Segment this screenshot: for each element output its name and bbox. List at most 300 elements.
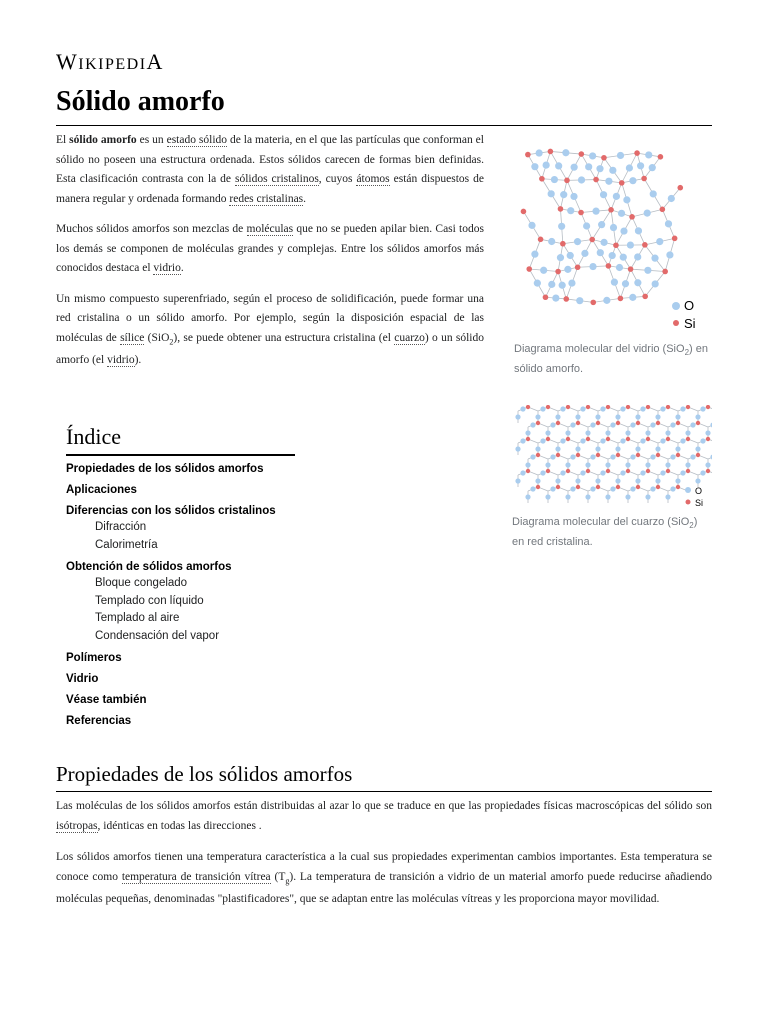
oxygen-atom [590,454,595,459]
oxygen-atom [580,406,585,411]
legend-oxygen-label: O [695,486,703,496]
link-estado-solido[interactable]: estado sólido [166,134,228,146]
oxygen-atom [615,414,620,419]
silicon-atom [626,405,630,409]
section-body [56,797,712,922]
oxygen-atom [640,406,645,411]
oxygen-atom [585,462,590,467]
oxygen-atom [552,295,559,302]
oxygen-atom [567,252,574,259]
oxygen-atom [595,414,600,419]
oxygen-atom [645,462,650,467]
oxygen-atom [655,446,660,451]
oxygen-atom [550,486,555,491]
silicon-atom [666,405,670,409]
oxygen-atom [622,280,629,287]
silicon-atom [656,485,660,489]
silicon-atom [536,485,540,489]
oxygen-atom [635,414,640,419]
oxygen-atom [570,193,577,200]
silicon-atom [706,405,710,409]
oxygen-atom [609,252,616,259]
oxygen-atom [535,478,540,483]
silicon-atom [590,300,596,306]
silicon-atom [543,294,549,300]
oxygen-atom [705,462,710,467]
wordmark-final: A [146,49,164,74]
toc-subitem[interactable]: Calorimetría [95,538,158,551]
silicon-atom [686,405,690,409]
oxygen-atom [705,430,710,435]
oxygen-atom [611,279,618,286]
silicon-atom [629,214,635,220]
oxygen-atom [575,414,580,419]
oxygen-atom [597,249,604,256]
oxygen-atom [660,438,665,443]
oxygen-atom [625,462,630,467]
oxygen-atom [710,454,712,459]
section-paragraph-2: Los sólidos amorfos tienen una temperatura característica a la cual sus propiedades experimentan cambios importantes. Esta temperatura se conoce como temperatura de transición vítrea $(T_g)$. La temperatura de transición a vidrio de un material amorfo puede reducirse añadiendo moléculas pequeñas, denominadas "plastificadores", que se adaptan entre las moléculas vítreas y les proporciona mayor movilidad. [56,851,712,906]
oxygen-atom [548,190,555,197]
toc-item[interactable]: Aplicaciones [66,484,137,496]
amorphous-silica-diagram[interactable] [514,140,706,336]
silicon-atom [662,269,668,275]
oxygen-atom [540,470,545,475]
legend-silicon-dot [673,320,679,326]
wikipedia-wordmark[interactable] [56,49,164,75]
oxygen-atom [550,422,555,427]
oxygen-atom [680,438,685,443]
oxygen-atom [565,462,570,467]
oxygen-atom [564,266,571,273]
oxygen-atom [580,438,585,443]
silicon-atom [636,453,640,457]
oxygen-atom [695,414,700,419]
silicon-atom [526,469,530,473]
oxygen-atom [598,221,605,228]
silicon-atom [672,236,678,242]
oxygen-atom [630,422,635,427]
oxygen-atom [535,414,540,419]
oxygen-atom [515,414,520,419]
figure-caption-quartz: Diagrama molecular del cuarzo (SiO$_2$) en red cristalina. [512,516,698,549]
silicon-atom [579,151,585,157]
silicon-atom [608,207,614,213]
intro-paragraph-2: Muchos sólidos amorfos son mezclas de moléculas que no se pueden apilar bien. Casi todos los demás se componen de moléculas grandes y complejas. Entre los sólidos amorfos más conocidos destaca el vidrio. [56,223,484,274]
oxygen-atom [644,209,651,216]
oxygen-atom [531,251,538,258]
oxygen-atom [620,254,627,261]
oxygen-atom [555,478,560,483]
oxygen-atom [680,470,685,475]
oxygen-atom [585,430,590,435]
silicon-atom [660,207,666,213]
oxygen-atom [675,446,680,451]
oxygen-atom [570,486,575,491]
oxygen-atom [595,478,600,483]
oxygen-atom [629,177,636,184]
oxygen-atom [555,414,560,419]
legend-silicon-label: Si [684,316,696,331]
oxygen-atom [565,494,570,499]
oxygen-atom [530,454,535,459]
oxygen-atom [550,454,555,459]
oxygen-atom [540,267,547,274]
oxygen-atom [515,478,520,483]
oxygen-atom [560,470,565,475]
oxygen-atom [610,422,615,427]
legend-silicon-dot [686,500,691,505]
oxygen-atom [675,478,680,483]
silicon-atom [566,469,570,473]
oxygen-atom [570,422,575,427]
silicon-atom [563,296,569,302]
oxygen-atom [605,178,612,185]
oxygen-atom [565,430,570,435]
oxygen-atom [635,227,642,234]
oxygen-atom [609,167,616,174]
silicon-atom [526,405,530,409]
oxygen-atom [575,446,580,451]
silicon-atom [560,241,566,247]
silicon-atom [636,421,640,425]
oxygen-atom [590,422,595,427]
oxygen-atom [600,438,605,443]
oxygen-atom [690,422,695,427]
oxygen-atom [530,486,535,491]
oxygen-atom [571,164,578,171]
oxygen-atom [545,494,550,499]
silicon-atom [616,453,620,457]
oxygen-atom [652,280,659,287]
oxygen-atom [545,462,550,467]
oxygen-atom [548,281,555,288]
oxygen-atom [558,223,565,230]
silicon-atom [548,149,554,155]
oxygen-atom [644,267,651,274]
oxygen-atom [655,478,660,483]
link-vidrio-2[interactable]: vidrio [107,354,135,367]
oxygen-atom [525,494,530,499]
silicon-atom [521,209,527,215]
figure-crystal-silica [512,405,712,551]
oxygen-atom [560,406,565,411]
oxygen-atom [600,470,605,475]
oxygen-atom [645,430,650,435]
link-temperatura-transicion-vitrea[interactable]: temperatura de transición vítrea [121,870,271,883]
oxygen-atom [557,254,564,261]
silicon-atom [596,421,600,425]
oxygen-atom [567,207,574,214]
silicon-atom [626,437,630,441]
oxygen-atom [600,191,607,198]
oxygen-atom [649,164,656,171]
oxygen-atom [592,208,599,215]
oxygen-atom [665,462,670,467]
oxygen-atom [576,297,583,304]
silicon-atom [606,437,610,441]
oxygen-atom [525,462,530,467]
oxygen-atom [616,264,623,271]
oxygen-atom [536,149,543,156]
silicon-atom [578,210,584,216]
silicon-atom [656,421,660,425]
oxygen-atom [668,195,675,202]
silicon-atom [706,469,710,473]
oxygen-atom [520,406,525,411]
link-silice[interactable]: sílice [120,331,145,344]
oxygen-atom [531,163,538,170]
oxygen-atom [690,454,695,459]
silicon-atom [556,421,560,425]
silicon-atom [677,185,683,191]
legend-silicon-label: Si [695,498,704,508]
silicon-atom [646,437,650,441]
toc-subitem[interactable]: Difracción [95,521,147,533]
link-redes-cristalinas[interactable]: redes cristalinas [229,192,304,205]
oxygen-atom [589,263,596,270]
silicon-atom [646,469,650,473]
silicon-atom [686,437,690,441]
oxygen-atom [574,238,581,245]
silicon-atom [556,485,560,489]
section-divider [56,791,712,792]
toc-list [66,462,306,729]
silicon-atom [589,237,595,243]
wordmark-body: IKIPEDI [78,56,147,73]
oxygen-atom [660,470,665,475]
page-title: Sólido amorfo [56,86,225,117]
oxygen-atom [617,152,624,159]
oxygen-atom [670,454,675,459]
oxygen-atom [520,470,525,475]
silicon-atom [564,178,570,184]
silicon-atom [606,469,610,473]
crystal-silica-diagram[interactable] [512,405,712,509]
oxygen-atom [650,422,655,427]
silicon-atom [566,405,570,409]
oxygen-atom [634,279,641,286]
toc-subitem[interactable]: Templado con líquido [95,594,204,607]
oxygen-atom [590,486,595,491]
oxygen-atom [645,494,650,499]
oxygen-atom [680,406,685,411]
oxygen-atom [615,478,620,483]
oxygen-atom [700,438,705,443]
silicon-atom [601,155,607,161]
legend [672,298,696,331]
oxygen-atom [600,406,605,411]
figure-caption-glass: Diagrama molecular del vidrio (SiO$_2$) en sólido amorfo. [514,343,708,376]
intro-text [56,131,484,382]
oxygen-atom [610,486,615,491]
oxygen-atom [650,454,655,459]
toc-divider [66,454,295,456]
silicon-atom [616,421,620,425]
toc-item[interactable]: Véase también [66,694,147,706]
silicon-atom [626,469,630,473]
oxygen-atom [585,163,592,170]
oxygen-atom [700,406,705,411]
legend-oxygen-dot [685,487,691,493]
oxygen-atom [650,486,655,491]
silicon-atom [676,453,680,457]
silicon-atom [593,177,599,183]
toc-subitem[interactable]: Bloque congelado [95,577,188,589]
oxygen-atom [610,454,615,459]
oxygen-atom [625,430,630,435]
oxygen-atom [562,149,569,156]
silicon-atom [658,154,664,160]
toc-item[interactable]: Obtención de sólidos amorfos [66,561,232,573]
silicon-atom [696,453,700,457]
legend [685,486,703,508]
silicon-atom [546,469,550,473]
oxygen-atom [620,438,625,443]
intro-paragraph-3: Un mismo compuesto superenfriado, según el proceso de solidificación, puede formar una red cristalina o un sólido amorfo. Por ejemplo, según la disposición espacial de las moléculas de sílice (SiO$_2$), se puede obtener una estructura cristalina (el cuarzo) o un sólido amorfo (el vidrio). [56,292,484,367]
oxygen-atom [585,494,590,499]
oxygen-atom [665,430,670,435]
toc-item[interactable]: Referencias [66,715,132,727]
silicon-atom [536,421,540,425]
silicon-atom [706,437,710,441]
silicon-atom [536,453,540,457]
silicon-atom [546,437,550,441]
oxygen-atom [568,279,575,286]
silicon-atom [606,405,610,409]
oxygen-atom [640,438,645,443]
title-divider [56,125,712,126]
toc-item[interactable]: Polímeros [66,652,122,664]
intro-paragraph-1: El sólido amorfo es un estado sólido de la materia, en el que las partículas que conforman el sólido no poseen una estructura ordenada. Estos sólidos carecen de formas bien definidas. Esta clasificación contrasta con la de sólidos cristalinos, cuyos átomos están dispuestos de manera regular y ordenada formando redes cristalinas. [56,134,484,205]
toc-item[interactable]: Vidrio [66,673,99,685]
toc-subitem[interactable]: Condensación del vapor [95,629,220,642]
oxygen-atom [613,193,620,200]
silicon-atom [555,269,561,275]
silicon-atom [556,453,560,457]
oxygen-atom [555,162,562,169]
oxygen-atom [535,446,540,451]
oxygen-atom [540,438,545,443]
oxygen-atom [660,406,665,411]
oxygen-atom [520,438,525,443]
silicon-atom [538,237,544,243]
toc-subitem[interactable]: Templado al aire [95,612,180,624]
silicon-atom [696,421,700,425]
silicon-atom [676,485,680,489]
oxygen-atom [543,162,550,169]
silicon-atom [666,469,670,473]
oxygen-atom [555,446,560,451]
silicon-atom [613,242,619,248]
oxygen-atom [570,454,575,459]
oxygen-atom [650,190,657,197]
oxygen-atom [610,224,617,231]
toc-title: Índice [66,424,121,449]
oxygen-atom [548,238,555,245]
oxygen-atom [551,176,558,183]
silicon-atom [525,152,531,158]
oxygen-atom [665,220,672,227]
oxygen-atom [630,486,635,491]
silicon-atom [558,206,564,212]
silicon-atom [596,485,600,489]
link-isotropas[interactable]: isótropas [56,819,98,832]
silicon-atom [539,176,545,182]
oxygen-atom [534,280,541,287]
toc-item[interactable]: Propiedades de los sólidos amorfos [66,463,264,475]
oxygen-atom [637,162,644,169]
silicon-atom [642,242,648,248]
oxygen-atom [630,454,635,459]
legend-oxygen-label: O [684,298,695,313]
oxygen-atom [578,176,585,183]
oxygen-atom [695,478,700,483]
silicon-atom [628,266,634,272]
silicon-atom [676,421,680,425]
silicon-atom [546,405,550,409]
article-subject: sólido amorfo [69,134,137,146]
oxygen-atom [675,414,680,419]
oxygen-atom [600,239,607,246]
oxygen-atom [665,494,670,499]
silicon-atom [642,294,648,300]
oxygen-atom [620,470,625,475]
toc-item[interactable]: Diferencias con los sólidos cristalinos [66,505,276,517]
legend-oxygen-dot [672,302,680,310]
oxygen-atom [700,470,705,475]
oxygen-atom [560,438,565,443]
oxygen-atom [620,406,625,411]
oxygen-atom [615,446,620,451]
oxygen-atom [540,406,545,411]
silicon-atom [576,453,580,457]
oxygen-atom [595,446,600,451]
silicon-atom [686,469,690,473]
link-atomos[interactable]: átomos [356,173,390,185]
silicon-atom [618,296,624,302]
silicon-atom [576,485,580,489]
oxygen-atom [634,253,641,260]
silicon-atom [526,266,532,272]
link-vidrio[interactable]: vidrio [153,262,181,274]
oxygen-atom [627,241,634,248]
link-solidos-cristalinos[interactable]: sólidos cristalinos [234,173,319,185]
silicon-atom [586,469,590,473]
oxygen-atom [583,222,590,229]
oxygen-atom [545,430,550,435]
oxygen-atom [629,294,636,301]
figure-amorphous-silica [514,140,714,378]
toc-item-group [66,560,306,645]
oxygen-atom [626,164,633,171]
oxygen-atom [635,446,640,451]
link-cuarzo[interactable]: cuarzo [394,331,425,344]
table-of-contents [66,424,306,735]
silicon-atom [586,437,590,441]
oxygen-atom [685,430,690,435]
oxygen-atom [605,494,610,499]
oxygen-atom [589,152,596,159]
silicon-atom [575,264,581,270]
oxygen-atom [528,222,535,229]
oxygen-atom [625,494,630,499]
oxygen-atom [685,462,690,467]
oxygen-atom [560,191,567,198]
link-moleculas[interactable]: moléculas [246,223,294,235]
oxygen-atom [603,297,610,304]
oxygen-atom [525,430,530,435]
